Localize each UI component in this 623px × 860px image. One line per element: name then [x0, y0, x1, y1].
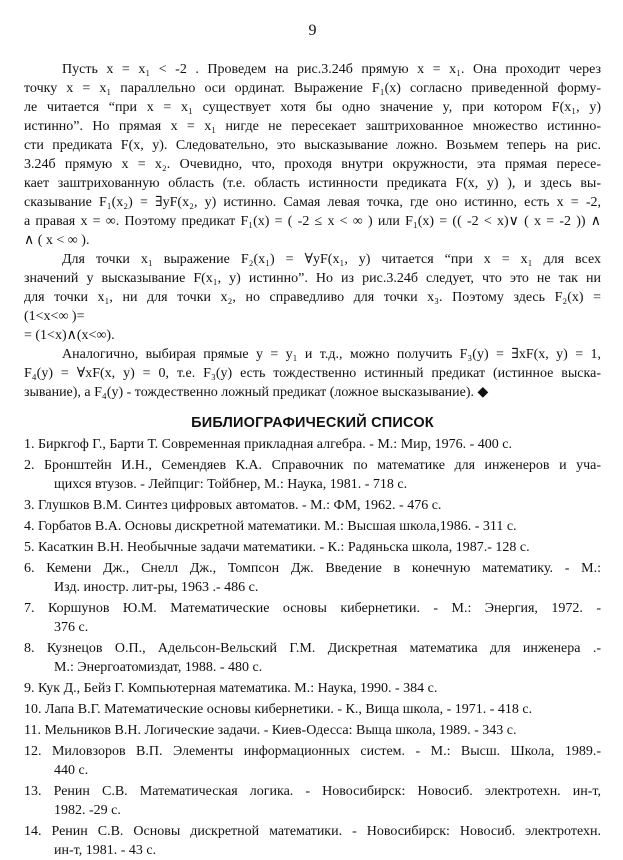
bibliography-item [24, 599, 601, 637]
bibliography-item [24, 559, 601, 597]
reference-line: 4. Горбатов В.А. Основы дискретной математики. М.: Высшая школа,1986. - 311 с. [24, 519, 517, 534]
text-line: для точки x₁, ни для точки x₂, но справедливо для точки x₃. Поэтому здесь F₂(x) = [24, 290, 601, 305]
text-line: истинно”. Но прямая x = x₁ нигде не пересекает заштрихованное множество истинно- [24, 119, 601, 134]
text-line: Аналогично, выбирая прямые y = y₁ и т.д., можно получить F₃(y) = ∃xF(x, y) = 1, [62, 347, 601, 362]
text-line: (1<x<∞ )= [24, 309, 85, 324]
reference-line: 9. Кук Д., Бейз Г. Компьютерная математика. М.: Наука, 1990. - 384 с. [24, 681, 438, 696]
bibliography-item [24, 639, 601, 677]
reference-line: 7. Коршунов Ю.М. Математические основы кибернетики. - М.: Энергия, 1972. - [24, 601, 601, 616]
paragraph [24, 345, 601, 402]
reference-continuation: Изд. иностр. лит-ры, 1963 .- 486 с. [54, 580, 259, 595]
text-line: а правая x = ∞. Поэтому предикат F₁(x) = ( -2 ≤ x < ∞ ) или F₁(x) = (( -2 < x)∨ ( x = -2 )) ∧ [24, 214, 601, 229]
reference-continuation: ин-т, 1981. - 43 с. [54, 843, 157, 858]
bibliography-title: БИБЛИОГРАФИЧЕСКИЙ СПИСОК [191, 415, 434, 431]
reference-line: 6. Кемени Дж., Снелл Дж., Томпсон Дж. Введение в конечную математику. - М.: [24, 561, 601, 576]
bibliography-item [24, 435, 601, 454]
text-line: ∧ ( x < ∞ ). [24, 233, 90, 248]
bibliography-item [24, 700, 601, 719]
text-line: кает заштрихованную область (т.е. область истинности предиката F(x, y) ), и здесь вы- [24, 176, 601, 191]
reference-line: 11. Мельников В.Н. Логические задачи. - Киев-Одесса: Выща школа, 1989. - 343 с. [24, 723, 517, 738]
bibliography-item [24, 517, 601, 536]
reference-line: 8. Кузнецов О.П., Адельсон-Вельский Г.М. Дискретная математика для инженера .- [24, 641, 601, 656]
paragraph [24, 250, 601, 345]
reference-continuation: 1982. -29 с. [54, 803, 121, 818]
body-text [24, 60, 601, 402]
reference-line: 1. Биркгоф Г., Барти Т. Современная прикладная алгебра. - М.: Мир, 1976. - 400 с. [24, 437, 513, 452]
text-line: сказывание F₁(x₂) = ∃yF(x₂, y) истинно. Самая левая точка, где оно истинно, есть x = -2, [24, 195, 601, 210]
reference-line: 5. Касаткин В.Н. Необычные задачи математики. - К.: Радяньска школа, 1987.- 128 с. [24, 540, 530, 555]
text-line: зывание), а F₄(y) - тождественно ложный предикат (ложное высказывание). ◆ [24, 385, 489, 400]
bibliography-item [24, 822, 601, 860]
paragraph [24, 60, 601, 250]
reference-line: 2. Бронштейн И.Н., Семендяев К.А. Справочник по математике для инженеров и уча- [24, 458, 601, 473]
text-line: значений y высказывание F(x₁, y) истинно”. Но из рис.3.24б следует, что это не так ни [24, 271, 601, 286]
text-line: сти предиката F(x, y). Следовательно, это высказывание ложно. Возьмем теперь на рис. [24, 138, 601, 153]
text-line: Пусть x = x₁ < -2 . Проведем на рис.3.24б прямую x = x₁. Она проходит через [62, 62, 601, 77]
bibliography-item [24, 721, 601, 740]
page-number: 9 [308, 22, 317, 39]
bibliography-item [24, 496, 601, 515]
reference-line: 14. Ренин С.В. Основы дискретной математики. - Новосибирск: Новосиб. электротехн. [24, 824, 601, 839]
bibliography-item [24, 782, 601, 820]
bibliography-item [24, 742, 601, 780]
bibliography-item [24, 679, 601, 698]
bibliography-list [24, 435, 601, 860]
text-line: Для точки x₁ выражение F₂(x₁) = ∀yF(x₁, y) читается “при x = x₁ для всех [62, 252, 601, 267]
reference-line: 13. Ренин С.В. Математическая логика. - Новосибирск: Новосиб. электротехн. ин-т, [24, 784, 601, 799]
text-line: точку x = x₁ параллельно оси ординат. Выражение F₁(x) согласно приведенной форму- [24, 81, 601, 96]
reference-continuation: 440 с. [54, 763, 89, 778]
reference-continuation: М.: Энергоатомиздат, 1988. - 480 с. [54, 660, 263, 675]
text-line: ле читается “при x = x₁ существует хотя бы одно значение y, при котором F(x₁, y) [24, 100, 601, 115]
reference-line: 10. Лапа В.Г. Математические основы кибернетики. - К., Вища школа, - 1971. - 418 с. [24, 702, 533, 717]
bibliography-item [24, 456, 601, 494]
reference-line: 12. Миловзоров В.П. Элементы информационных систем. - М.: Высш. Школа, 1989.- [24, 744, 601, 759]
reference-continuation: 376 с. [54, 620, 89, 635]
reference-continuation: щихся втузов. - Лейпциг: Тойбнер, М.: Наука, 1981. - 718 с. [54, 477, 408, 492]
text-line: 3.24б прямую x = x₂. Очевидно, что, проходя внутри окружности, эта прямая пересе- [24, 157, 601, 172]
reference-line: 3. Глушков В.М. Синтез цифровых автоматов. - М.: ФМ, 1962. - 476 с. [24, 498, 442, 513]
text-line: = (1<x)∧(x<∞). [24, 328, 115, 343]
bibliography-item [24, 538, 601, 557]
text-line: F₄(y) = ∀xF(x, y) = 0, т.е. F₃(y) есть тождественно истинный предикат (истинное выска- [24, 366, 601, 381]
